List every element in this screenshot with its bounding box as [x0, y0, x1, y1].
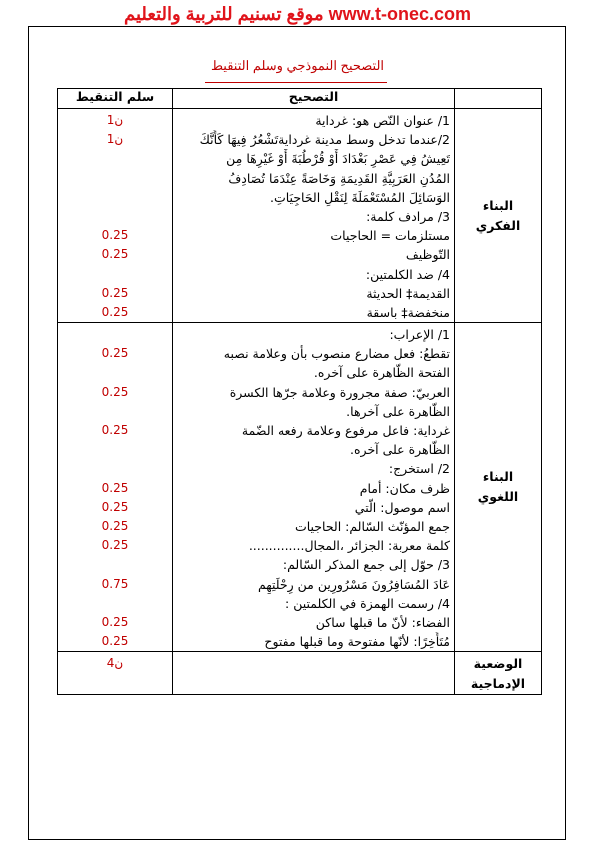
- header-points: سلم التنقيط: [58, 89, 173, 109]
- points-cell: [58, 323, 173, 652]
- header-section: [455, 89, 542, 109]
- points-value: 0.25: [101, 634, 129, 649]
- header-correction: التصحيح: [173, 89, 455, 109]
- answer-line: مُتَأَخِرًا: لأنّها مفتوحة وما قبلها مفتوح: [264, 634, 450, 650]
- points-value: 0.25: [101, 614, 129, 629]
- points-value: 0.75: [101, 576, 129, 591]
- points-value: [58, 459, 172, 478]
- answer-line: القديمة‡ الحديثة: [366, 285, 450, 301]
- section-row-integration: [58, 652, 542, 695]
- answer-line: العربيّ: صفة مجرورة وعلامة جرّها الكسرة: [229, 384, 450, 400]
- answer-line: 2/عندما تدخل وسط مدينة غردايةتَشْعُرُ فِيهَا كَأَنَّكَ: [199, 132, 450, 148]
- answer-line: ظرف مكان: أمام: [359, 480, 450, 496]
- answer-line: الظّاهرة على آخرها.: [346, 403, 450, 419]
- answer-line: الوَسَائِلَ المُسْتَعْمَلَةَ لِنَقْلِ الحَاجِيَاتِ.: [270, 189, 450, 205]
- points-value: 0.25: [101, 346, 129, 361]
- table-header-row: [58, 89, 542, 109]
- points-value: [58, 149, 172, 168]
- points-value: 1ن: [106, 132, 124, 147]
- answer-cell: [173, 652, 455, 695]
- answer-line: المُدُنِ العَرَبِيَّةِ القَدِيمَةِ وَخَاصَةً عِنْدَمَا تُصَادِفُ: [228, 170, 450, 186]
- section-label-cell: [455, 109, 542, 323]
- points-value: 0.25: [101, 499, 129, 514]
- site-watermark: موقع تسنيم للتربية والتعليم www.t-onec.com: [124, 4, 471, 24]
- section-label-line: اللغوي: [477, 489, 519, 505]
- points-value: 4ن: [106, 656, 124, 671]
- answer-line: التّوظيف: [405, 247, 450, 263]
- points-value: [58, 207, 172, 226]
- section-label-line: الفكري: [475, 217, 521, 233]
- points-value: 1ن: [106, 113, 124, 127]
- section-row-linguistic: [58, 323, 542, 652]
- points-value: 0.25: [101, 247, 129, 262]
- answer-line: [177, 654, 450, 673]
- answer-line: عَادَ المُسَافِرُونَ مَسْرُورِين من رِحْلَتِهِم: [257, 576, 450, 592]
- points-value: 0.25: [101, 538, 129, 553]
- answer-line: منخفضة‡ باسقة: [366, 304, 450, 320]
- answer-line: 4/ رسمت الهمزة في الكلمتين :: [285, 595, 450, 611]
- section-label-cell: [455, 652, 542, 695]
- answer-line: تَعِيشُ فِي عَصْرِ بَغْدَادَ أَوْ قُرْطُبَةَ أَوْ غَيْرِهَا مِن: [226, 151, 450, 167]
- points-value: [58, 440, 172, 459]
- answer-line: 1/ الإعراب:: [389, 327, 450, 343]
- points-value: [58, 265, 172, 284]
- points-value: [58, 594, 172, 613]
- answer-line: غرداية: فاعل مرفوع وعلامة رفعه الضّمة: [241, 423, 450, 438]
- section-label-cell: [455, 323, 542, 652]
- answer-line: كلمة معربة: الجزائر ،المجال..............: [248, 538, 450, 554]
- section-label-line: الوضعية: [473, 656, 523, 672]
- answer-cell: [173, 323, 455, 652]
- document-title: التصحيح النموذجي وسلم التنقيط: [210, 58, 385, 73]
- points-value: 0.25: [101, 285, 129, 300]
- answer-line: تقطعُ: فعل مضارع منصوب بأن وعلامة نصبه: [223, 346, 450, 362]
- answer-line: الظّاهرة على آخره.: [350, 442, 450, 458]
- points-cell: [58, 652, 173, 695]
- title-underline: [205, 82, 387, 83]
- answer-line: مستلزمات = الحاجيات: [330, 228, 450, 244]
- points-value: 0.25: [101, 384, 129, 399]
- answer-line: جمع المؤنّث السّالم: الحاجيات: [294, 518, 450, 534]
- points-value: 0.25: [101, 423, 129, 437]
- points-value: [58, 555, 172, 574]
- answer-cell: [173, 109, 455, 323]
- points-value: [58, 169, 172, 188]
- answer-line: اسم موصول: الّتي: [354, 499, 450, 515]
- answer-line: الفتحة الظّاهرة على آخره.: [313, 365, 450, 381]
- points-cell: [58, 109, 173, 323]
- answer-line: 3/ حوّل إلى جمع المذكر السّالم:: [282, 557, 450, 573]
- correction-table: [57, 88, 542, 695]
- points-value: [58, 325, 172, 344]
- answer-line: 1/ عنوان النّص هو: غرداية: [315, 113, 450, 128]
- points-value: 0.25: [101, 228, 129, 243]
- points-value: [58, 188, 172, 207]
- points-value: [58, 402, 172, 421]
- answer-line: 4/ ضد الكلمتين:: [365, 266, 450, 282]
- section-label-line: البناء: [482, 469, 514, 485]
- answer-line: 2/ استخرج:: [388, 461, 450, 477]
- answer-line: الفضاء: لأنّ ما قبلها ساكن: [315, 614, 450, 630]
- section-row-intellectual: [58, 109, 542, 323]
- points-value: 0.25: [101, 304, 129, 319]
- section-label-line: الإدماجية: [470, 676, 526, 692]
- section-label-line: البناء: [482, 197, 514, 213]
- points-value: 0.25: [101, 518, 129, 533]
- points-value: 0.25: [101, 480, 129, 495]
- answer-line: 3/ مرادف كلمة:: [366, 208, 450, 224]
- points-value: [58, 363, 172, 382]
